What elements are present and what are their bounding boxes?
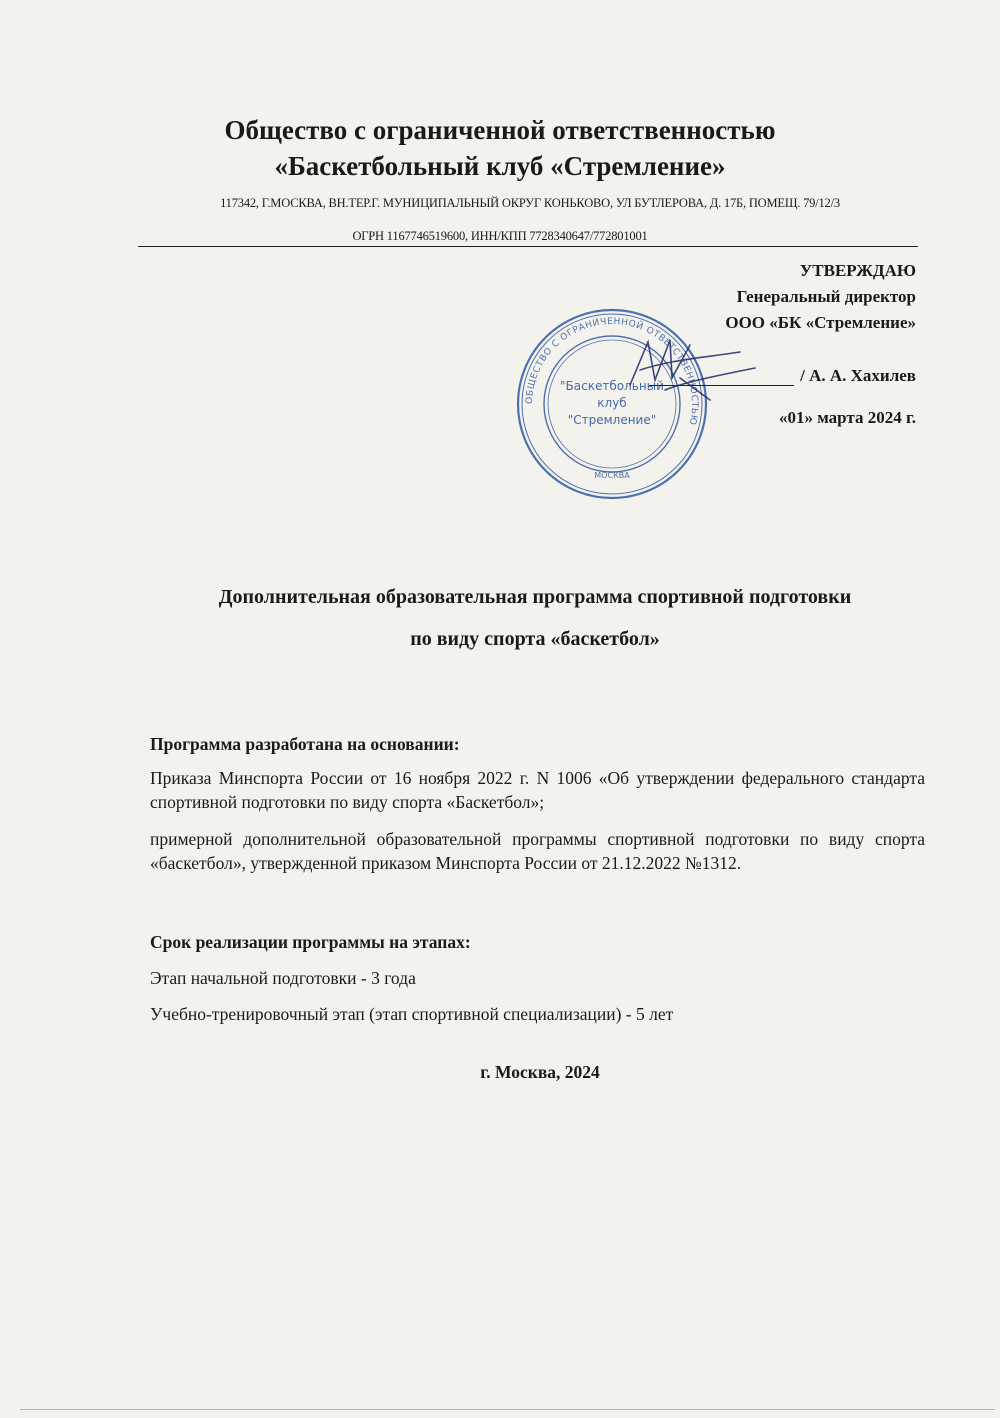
approval-label: УТВЕРЖДАЮ bbox=[799, 261, 916, 280]
approval-company: ООО «БК «Стремление» bbox=[725, 313, 916, 332]
approval-date: «01» марта 2024 г. bbox=[778, 408, 916, 427]
basis-item: Приказа Минспорта России от 16 ноября 2022 г. N 1006 «Об утверждении федерального стандарта спортивной подготовки по виду спорта «Баскетбол»; bbox=[150, 768, 925, 812]
signatory-name: / А. А. Хахилев bbox=[800, 366, 916, 385]
stages-heading: Срок реализации программы на этапах: bbox=[150, 932, 471, 952]
stage-item: Этап начальной подготовки - 3 года bbox=[150, 968, 416, 988]
program-title-line1: Дополнительная образовательная программа спортивной подготовки bbox=[218, 586, 852, 608]
organization-name-line2: «Баскетбольный клуб «Стремление» bbox=[274, 151, 726, 181]
approval-position: Генеральный директор bbox=[736, 287, 916, 306]
stage-item: Учебно-тренировочный этап (этап спортивной специализации) - 5 лет bbox=[150, 1004, 674, 1024]
program-title bbox=[0, 576, 1000, 660]
basis-item: примерной дополнительной образовательной программы спортивной подготовки по виду спорта «баскетбол», утвержденной приказом Минспорта России от 21.12.2022 №1312. bbox=[150, 829, 925, 873]
organization-name-line1: Общество с ограниченной ответственностью bbox=[224, 115, 776, 145]
seal-center-line3: "Стремление" bbox=[567, 413, 657, 427]
signature-line bbox=[649, 366, 916, 386]
seal-center-line1: "Баскетбольный bbox=[560, 379, 664, 393]
basis-section bbox=[150, 732, 925, 875]
stages-section bbox=[150, 930, 925, 1026]
organization-address: 117342, Г.МОСКВА, ВН.ТЕР.Г. МУНИЦИПАЛЬНЫЙ ОКРУГ КОНЬКОВО, УЛ БУТЛЕРОВА, Д. 17Б, ПОМЕЩ. 79/12/3 bbox=[220, 196, 840, 210]
basis-heading: Программа разработана на основании: bbox=[150, 734, 460, 754]
organization-registration: ОГРН 1167746519600, ИНН/КПП 7728340647/772801001 bbox=[352, 229, 648, 243]
page-bottom-edge bbox=[20, 1409, 995, 1410]
seal-city: МОСКВА bbox=[594, 471, 630, 480]
seal-center-line2: клуб bbox=[597, 396, 627, 410]
organization-name bbox=[0, 112, 1000, 184]
signature-blank bbox=[649, 367, 794, 386]
footer-city-year: г. Москва, 2024 bbox=[480, 1062, 600, 1082]
header-divider bbox=[138, 246, 918, 247]
seal-ring-text: ОБЩЕСТВО С ОГРАНИЧЕННОЙ ОТВЕТСТВЕННОСТЬЮ bbox=[524, 316, 700, 426]
program-title-line2: по виду спорта «баскетбол» bbox=[410, 628, 660, 650]
